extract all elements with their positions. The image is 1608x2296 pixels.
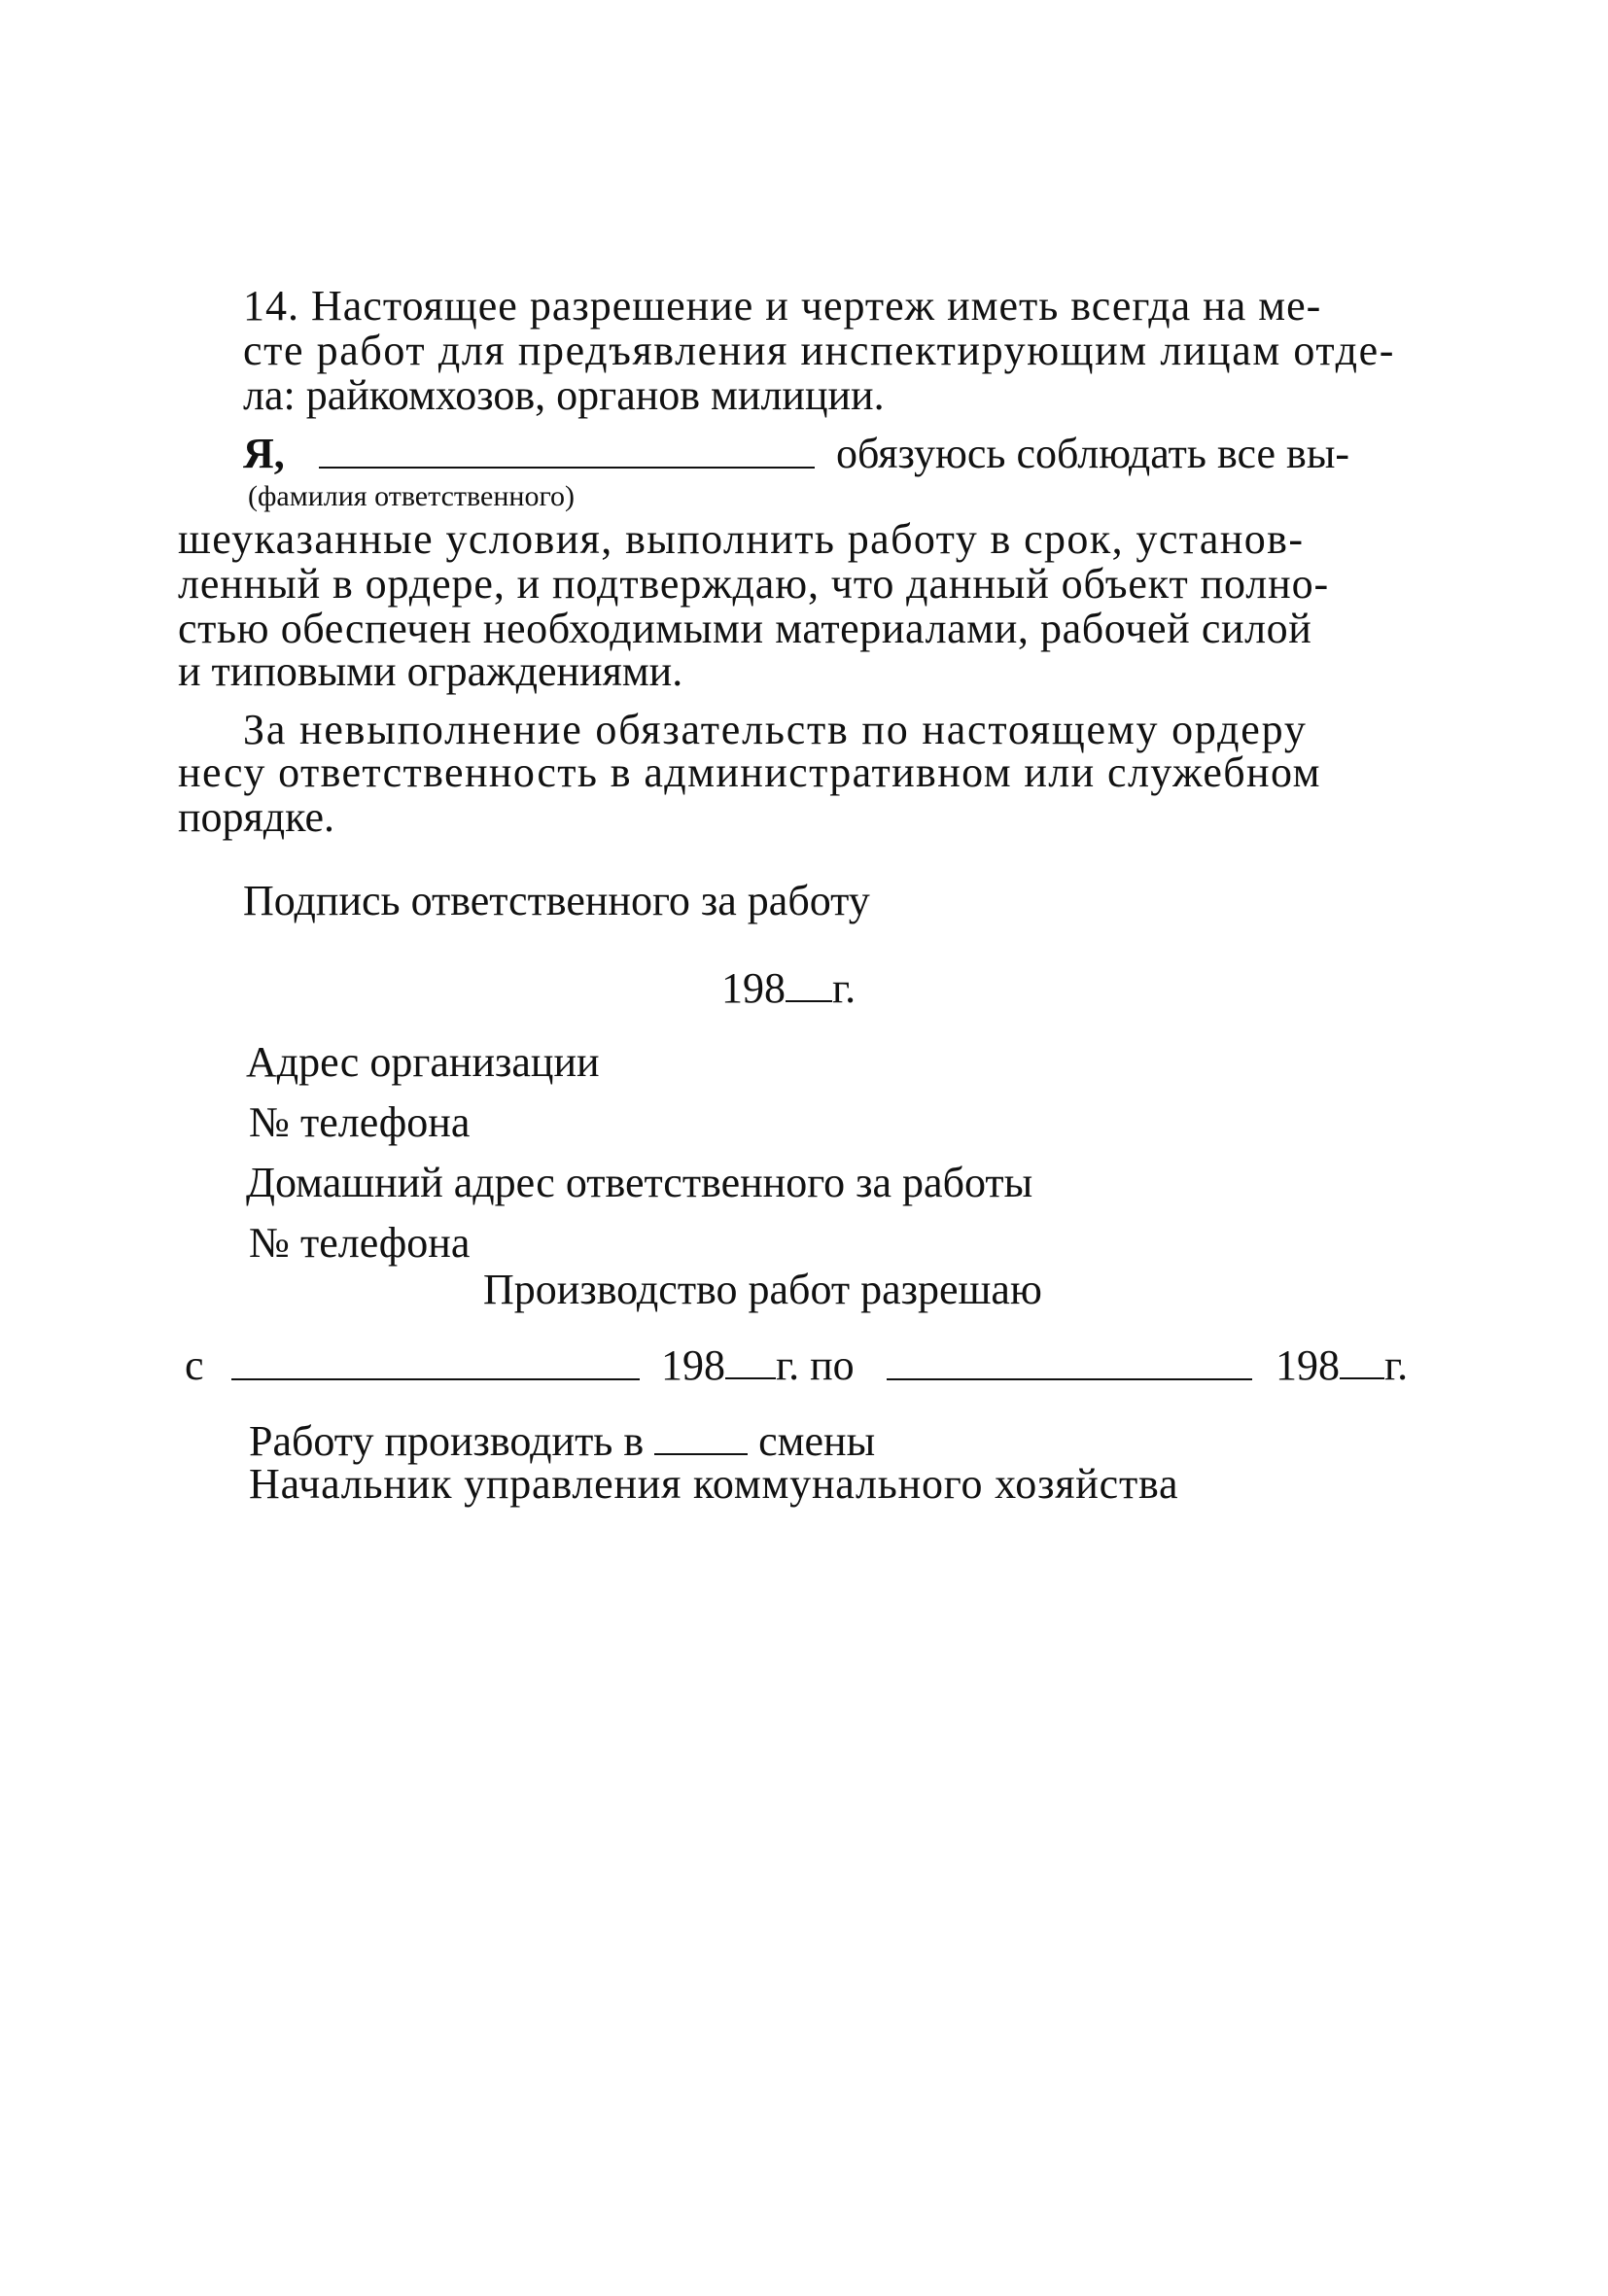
permission-year2-suffix: г. (1384, 1341, 1409, 1389)
responsible-name-blank (319, 439, 815, 469)
date-to-blank (887, 1351, 1252, 1380)
responsible-name-caption: (фамилия ответственного) (248, 480, 575, 512)
liability-line3: порядке. (178, 793, 334, 841)
permission-heading: Производство работ разрешаю (483, 1266, 1042, 1313)
clause14-line1 (243, 284, 1410, 329)
phone-label-2: № телефона (249, 1219, 471, 1267)
shifts-suffix: смены (758, 1417, 876, 1465)
permission-year2 (1276, 1343, 1408, 1388)
permission-year1-prefix: 198 (661, 1341, 725, 1389)
clause14-line3: ла: райкомхозов, органов милиции. (243, 371, 885, 419)
undertaking-line4: стью обеспечен необходимыми материалами, рабочей силой (178, 605, 1312, 652)
permission-from: с (185, 1341, 204, 1389)
shifts-blank (654, 1426, 748, 1455)
undertaking-line3: ленный в ордере, и подтверждаю, что данный объект полно- (178, 560, 1330, 608)
permission-year1-suffix: г. по (776, 1341, 855, 1389)
home-address-label: Домашний адрес ответственного за работы (246, 1159, 1033, 1206)
permission-year1 (661, 1343, 855, 1388)
head-signature-label: Начальник управления коммунального хозяйства (249, 1460, 1179, 1508)
clause14-line2: сте работ для предъявления инспектирующим лицам отде- (243, 327, 1396, 374)
permission-year2-blank (1340, 1350, 1384, 1379)
permission-year2-prefix: 198 (1276, 1341, 1340, 1389)
org-address-label: Адрес организации (246, 1038, 600, 1086)
undertaking-line1-end: обязуюсь соблюдать все вы- (836, 430, 1350, 477)
shifts-prefix: Работу производить в (249, 1417, 645, 1465)
signature-year (721, 966, 856, 1011)
signature-label: Подпись ответственного за работу (243, 877, 870, 924)
signature-year-suffix: г. (832, 964, 856, 1012)
signature-year-prefix: 198 (721, 964, 786, 1012)
signature-year-blank (786, 973, 832, 1002)
phone-label-1: № телефона (249, 1098, 471, 1146)
pronoun-ya: Я, (243, 430, 285, 477)
shifts-line (249, 1419, 875, 1464)
undertaking-line2: шеуказанные условия, выполнить работу в срок, установ- (178, 515, 1305, 563)
clause14-text-1: 14. Настоящее разрешение и чертеж иметь всегда на ме- (243, 282, 1322, 330)
liability-line2: несу ответственность в административном или служебном (178, 748, 1321, 796)
undertaking-line5: и типовыми ограждениями. (178, 647, 683, 695)
date-from-blank (231, 1351, 640, 1380)
permission-year1-blank (725, 1350, 776, 1379)
liability-line1: За невыполнение обязательств по настоящему ордеру (243, 706, 1308, 753)
